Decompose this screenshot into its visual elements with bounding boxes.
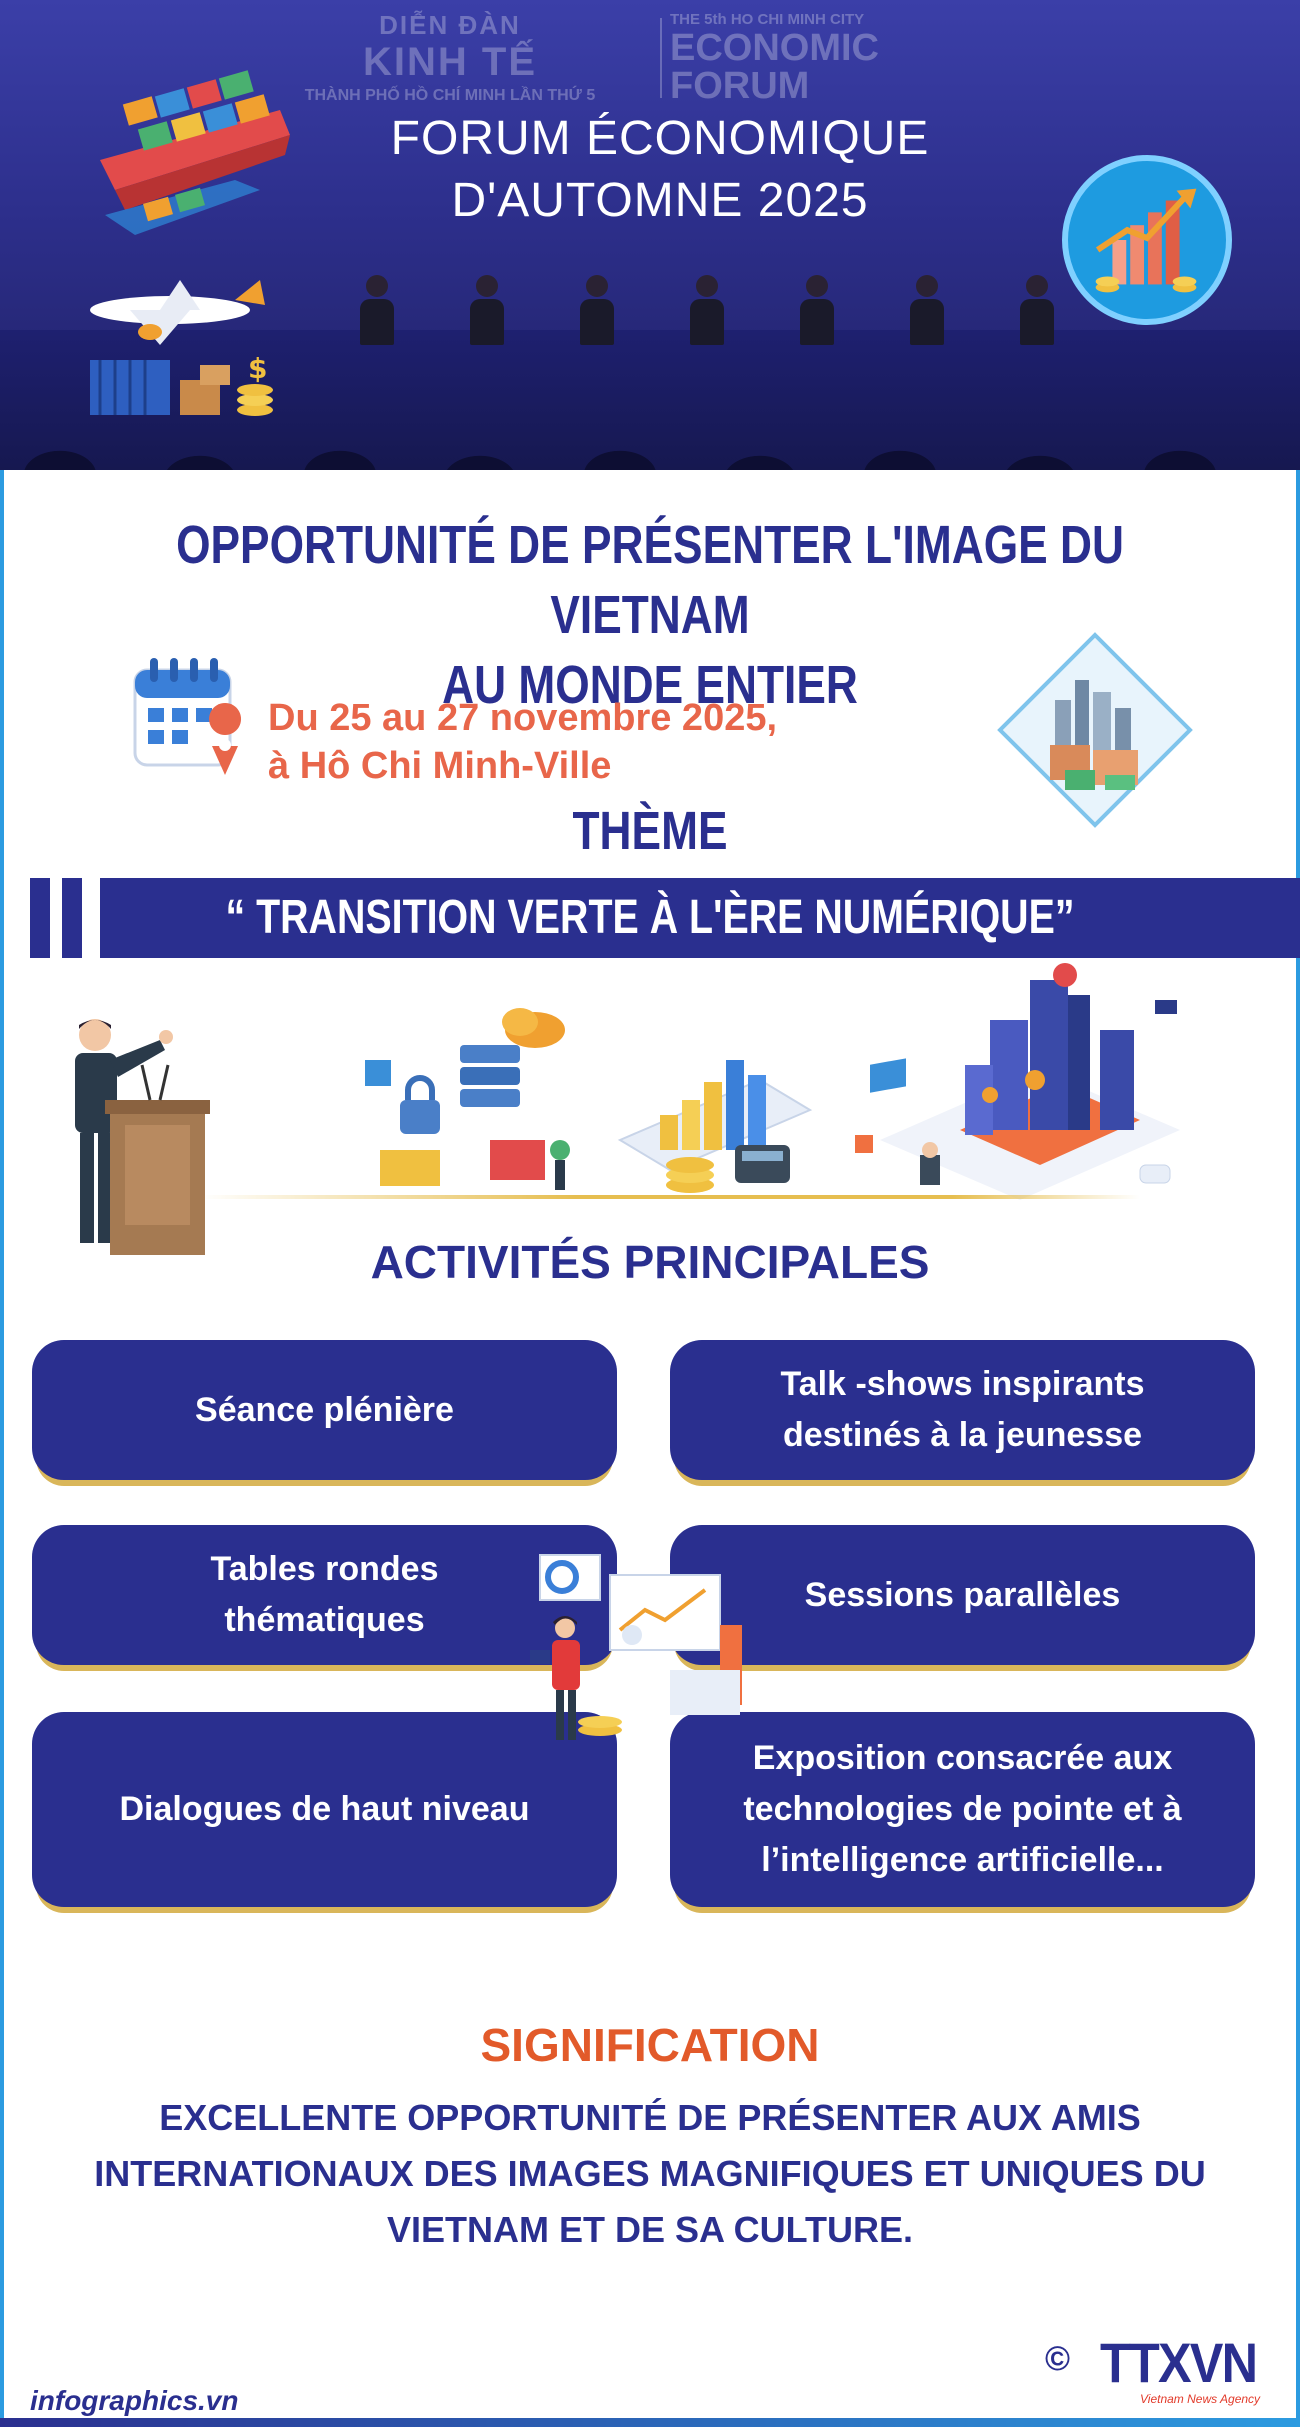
signification-body: EXCELLENTE OPPORTUNITÉ DE PRÉSENTER AUX AMIS INTERNATIONAUX DES IMAGES MAGNIFIQUES ET UNIQUES DU VIETNAM ET DE SA CULTURE.: [94, 2097, 1206, 2250]
activity-card-round-tables: Tables rondes thématiques: [32, 1525, 617, 1665]
theme-label: THÈME: [572, 801, 728, 861]
hero-banner: [0, 0, 1300, 470]
backdrop-text-vietnamese: DIỄN ĐÀN KINH TẾ THÀNH PHỐ HỒ CHÍ MINH LẦN THỨ 5: [304, 10, 596, 104]
airplane-cargo-icon: [50, 270, 290, 420]
panelist: [910, 275, 944, 345]
calendar-location-icon: [130, 650, 250, 780]
event-date-location: Du 25 au 27 novembre 2025, à Hô Chi Minh-Ville: [268, 697, 778, 787]
activity-card-talk-shows: Talk -shows inspirants destinés à la jeunesse: [670, 1340, 1255, 1480]
backdrop-text-english: THE 5th HO CHI MINH CITY ECONOMIC FORUM: [670, 11, 879, 107]
panelist: [1020, 275, 1054, 345]
agency-logo: TTXVN: [1100, 2331, 1257, 2394]
panelist: [360, 275, 394, 345]
activity-card-exhibition: Exposition consacrée aux technologies de pointe et à l’intelligence artificielle...: [670, 1712, 1255, 1907]
panelist: [470, 275, 504, 345]
signification-title: SIGNIFICATION: [480, 2019, 820, 2071]
footer-site[interactable]: infographics.vn: [30, 2385, 239, 2416]
theme-text: “ TRANSITION VERTE À L'ÈRE NUMÉRIQUE”: [225, 891, 1075, 944]
panelist: [800, 275, 834, 345]
cargo-ship-icon: [85, 40, 295, 250]
page-headline: OPPORTUNITÉ DE PRÉSENTER L'IMAGE DU VIETNAM AU MONDE ENTIER: [176, 515, 1124, 716]
panelist: [580, 275, 614, 345]
agency-logo-subtitle: Vietnam News Agency: [1140, 2392, 1261, 2406]
activities-title: ACTIVITÉS PRINCIPALES: [370, 1236, 930, 1288]
panelist: [690, 275, 724, 345]
footer-bar: [0, 2418, 1300, 2427]
digital-technology-icon: [360, 1000, 590, 1200]
copyright-icon: ©: [1045, 2340, 1071, 2378]
divider-gold-line: [200, 1195, 1140, 1199]
speaker-podium-icon: [50, 1015, 220, 1260]
theme-accent-bar: [30, 878, 50, 958]
svg-text:$: $: [248, 352, 268, 385]
city-skyline-icon: [995, 630, 1195, 830]
backdrop-divider: [660, 18, 662, 98]
hero-title: FORUM ÉCONOMIQUE D'AUTOMNE 2025: [390, 112, 930, 228]
smart-city-icon: [840, 960, 1220, 1220]
businesswoman-dashboard-icon: [520, 1540, 760, 1750]
theme-accent-bar: [62, 878, 82, 958]
growth-chart-coins-icon: [1062, 155, 1232, 325]
finance-chart-icon: [600, 1020, 820, 1210]
activity-card-parallel-sessions: Sessions parallèles: [670, 1525, 1255, 1665]
activity-card-plenary: Séance plénière: [32, 1340, 617, 1480]
activity-card-high-level-dialogues: Dialogues de haut niveau: [32, 1712, 617, 1907]
